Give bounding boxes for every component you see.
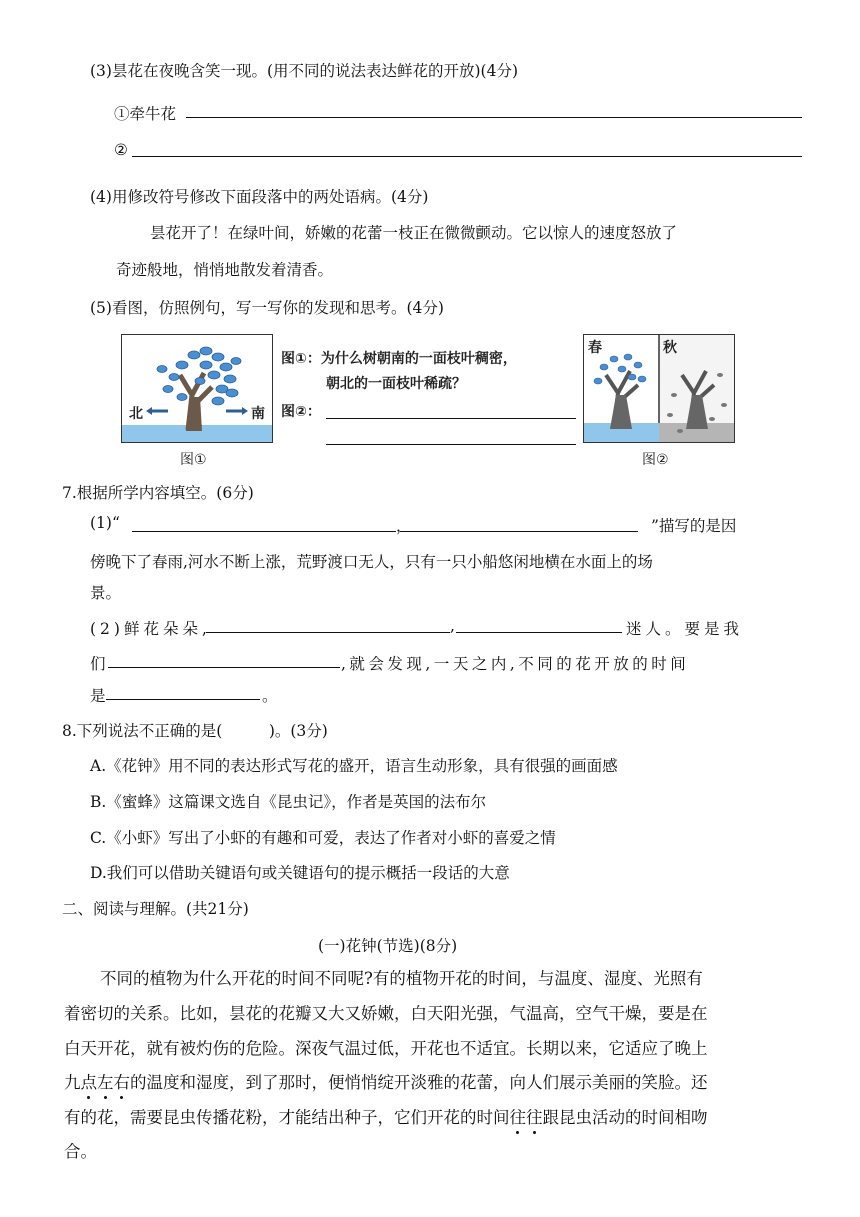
passage-line-4-post: 的温度和湿度，到了那时，便悄悄绽开淡雅的花蕾，向人们展示美丽的笑脸。还 [130,1073,708,1092]
passage-line-2: 着密切的关系。比如，昙花的花瓣又大又娇嫩，白天阳光强，气温高，空气干燥，要是在 [64,1004,708,1023]
q8-option-b[interactable]: B.《蜜蜂》这篇课文选自《昆虫记》，作者是英国的法布尔 [90,793,487,811]
q7-item2-prefix: (2)鲜花朵朵, [90,620,211,638]
passage-line-5 [64,1104,708,1128]
fig1-south-label: 南 [251,406,265,422]
example-line-1: 图①：为什么树朝南的一面枝叶稠密， [281,351,517,367]
q6-item5-stem: (5)看图，仿照例句，写一写你的发现和思考。(4分) [90,299,444,317]
q8-option-d[interactable]: D.我们可以借助关键语句或关键语句的提示概括一段话的大意 [90,864,510,882]
q7-item2-line2-suffix: ,就会发现,一天之内,不同的花开放的时间 [341,655,690,673]
q7-item2-suffix-1: 迷人。要是我 [626,620,744,638]
fig1-north-label: 北 [129,406,143,422]
fig1-caption: 图① [180,452,207,468]
q6-item3-line2-prefix: ② [114,141,128,159]
dotted-phrase-1: 点左右 [80,1073,130,1092]
q7-item1-cont-1: 傍晚下了春雨,河水不断上涨，荒野渡口无人，只有一只小船悠闲地横在水面上的场 [90,553,653,571]
q6-item3-stem: (3)昙花在夜晚含笑一现。(用不同的说法表达鲜花的开放)(4分) [90,62,519,80]
q7-item1-cont-2: 景。 [90,584,122,602]
answer-line-1[interactable] [186,117,802,118]
section-2-title: 二、阅读与理解。(共21分) [62,900,249,918]
q6-item4-stem: (4)用修改符号修改下面段落中的两处语病。(4分) [90,188,429,206]
passage-line-6: 合。 [64,1142,97,1161]
passage-line-4-pre: 九 [64,1073,81,1092]
q7-item1-comma: ， [396,517,412,535]
q7-item2-blank-4[interactable] [106,699,260,700]
figure-1-tree-north-south [121,334,273,443]
q7-title: 7.根据所学内容填空。(6分) [62,484,254,502]
q8-option-a[interactable]: A.《花钟》用不同的表达形式写花的盛开，语言生动形象，具有很强的画面感 [90,757,618,775]
passage-line-4 [64,1069,708,1093]
q7-item1-prefix: (1)“ [90,514,120,532]
fig2-spring-label: 春 [588,340,602,356]
passage-line-5-post: 跟昆虫活动的时间相吻 [542,1108,708,1127]
passage-line-5-pre: 有的花，需要昆虫传播花粉，才能结出种子，它们开花的时间 [64,1108,510,1127]
q6-item4-para-line1: 昙花开了！在绿叶间，娇嫩的花蕾一枝正在微微颤动。它以惊人的速度怒放了 [150,224,678,242]
passage-line-1: 不同的植物为什么开花的时间不同呢?有的植物开花的时间，与温度、湿度、光照有 [100,969,703,988]
q8-option-c[interactable]: C.《小虾》写出了小虾的有趣和可爱，表达了作者对小虾的喜爱之情 [90,829,556,847]
figure-2-spring-autumn [583,334,735,443]
q7-item1-suffix: ”描写的是因 [651,517,737,535]
passage-title: (一)花钟(节选)(8分) [318,937,458,955]
q7-item2-blank-2[interactable] [456,632,622,633]
q7-item2-line3-suffix: 。 [262,687,278,705]
fig2-caption: 图② [642,452,669,468]
example-line-2: 朝北的一面枝叶稀疏？ [326,376,466,392]
answer-line-2[interactable] [132,156,802,157]
q7-item2-line2-prefix: 们 [90,655,106,673]
q7-item2-comma: , [450,617,455,635]
q7-item2-line3-prefix: 是 [90,687,106,705]
answer-line-fig2-1[interactable] [326,418,576,419]
q7-item2-blank-3[interactable] [108,667,340,668]
q6-item4-para-line2: 奇迹般地，悄悄地散发着清香。 [116,261,334,279]
dotted-phrase-2: 往往 [509,1108,543,1127]
answer-line-fig2-2[interactable] [326,444,576,445]
passage-line-3: 白天开花，就有被灼伤的危险。深夜气温过低，开花也不适宜。长期以来，它适应了晚上 [64,1039,708,1058]
q8-title: 8.下列说法不正确的是( )。(3分) [62,722,328,740]
q6-item3-line1-prefix: ①牵牛花 [114,105,177,123]
q7-item1-blank-2[interactable] [400,531,638,532]
fig2-label: 图②： [281,404,321,420]
fig2-autumn-label: 秋 [663,340,677,356]
q7-item1-blank-1[interactable] [132,531,396,532]
q7-item2-blank-1[interactable] [206,632,450,633]
